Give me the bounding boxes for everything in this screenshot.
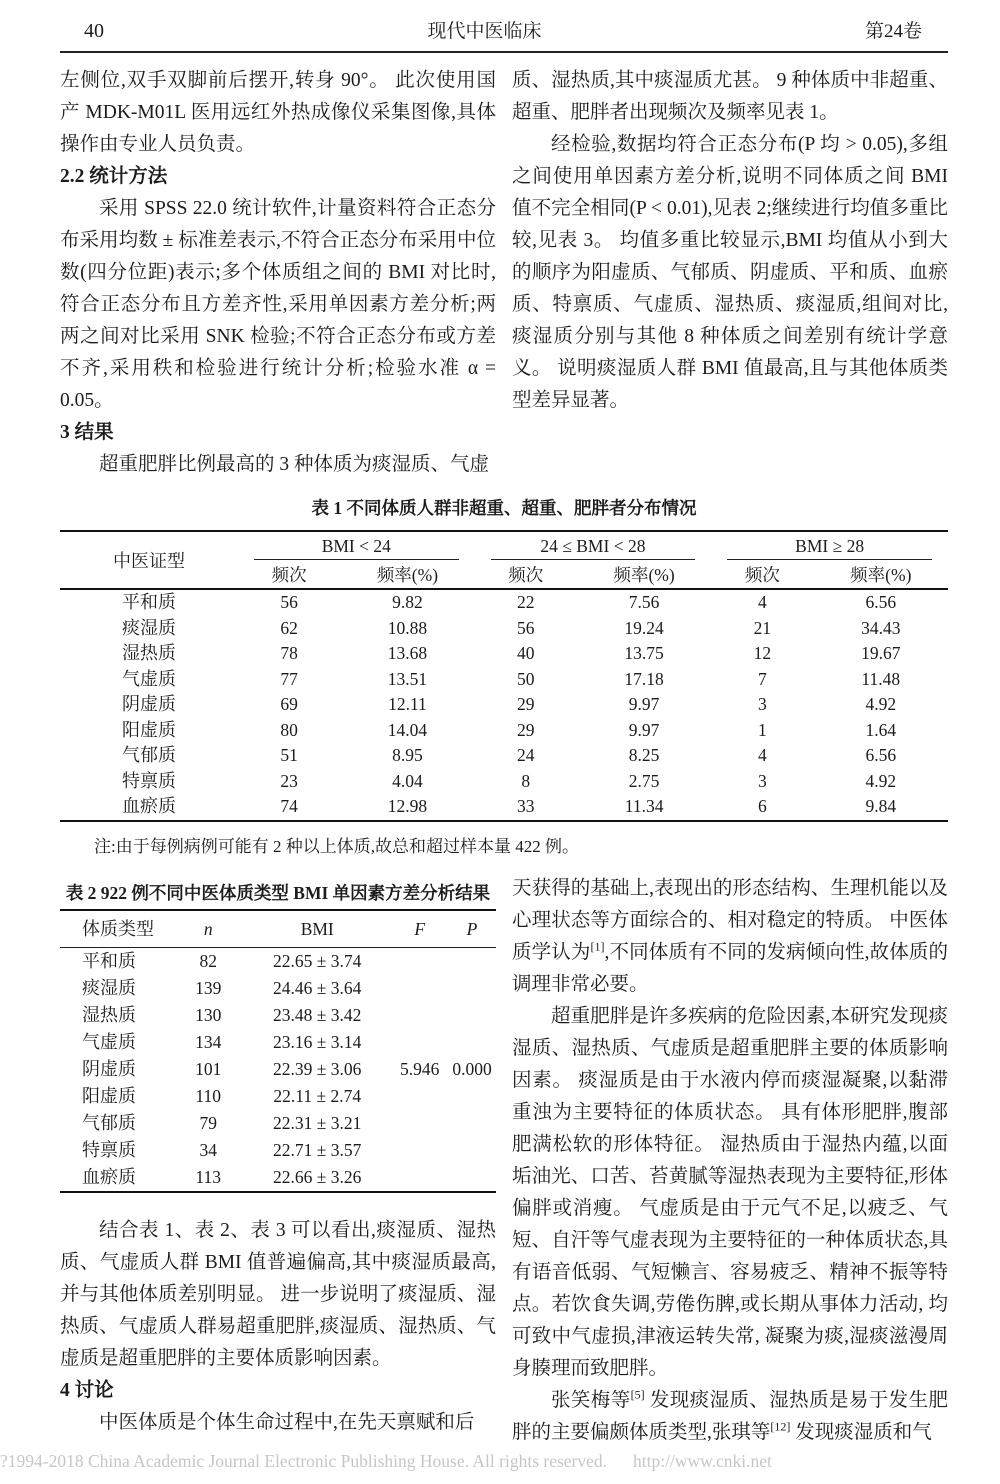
table2-header-type: 体质类型 <box>60 910 173 948</box>
body-paragraph: 中医体质是个体生命过程中,在先天禀赋和后 <box>99 1411 475 1433</box>
table2-title: 表 2 922 例不同中医体质类型 BMI 单因素方差分析结果 <box>65 882 491 903</box>
table-row: 平和质 56 9.82 22 7.56 4 6.56 <box>121 592 897 612</box>
table-row: 阴虚质 69 12.11 29 9.97 3 4.92 <box>121 694 897 714</box>
citation-superscript: [1] <box>590 939 605 953</box>
left-column-bottom <box>60 873 496 1449</box>
section-heading-2-2: 2.2 统计方法 <box>60 166 168 187</box>
table1-subheader-freq: 频次 <box>238 560 340 589</box>
table-row: 痰湿质 139 24.46 ± 3.64 <box>82 977 362 998</box>
table2-header-bmi: BMI <box>243 910 391 948</box>
lower-columns <box>60 873 948 1449</box>
citation-superscript: [12] <box>770 1419 791 1433</box>
left-bottom-text <box>60 1215 496 1439</box>
body-paragraph: 左侧位,双手双脚前后摆开,转身 90°。 此次使用国产 MDK-M01L 医用远红外热成像仪采集图像,具体操作由专业人员负责。 <box>60 70 496 155</box>
table-row: 特禀质 23 4.04 8 2.75 3 4.92 <box>121 770 897 791</box>
table1-group-bmi-ge-28: BMI ≥ 28 <box>711 531 948 560</box>
copyright-text: ?1994-2018 China Academic Journal Electronic Publishing House. All rights reserved. <box>0 1451 608 1471</box>
table-row: 气虚质 134 23.16 ± 3.14 <box>82 1031 362 1052</box>
cnki-copyright-footer <box>0 1451 900 1472</box>
body-paragraph: 采用 SPSS 22.0 统计软件,计量资料符合正态分布采用均数 ± 标准差表示,不符合正态分布采用中位数(四分位距)表示;多个体质组之间的 BMI 对比时,符合正态分布且方差齐性,采用单因素方差分析;两两之间对比采用 SNK 检验;不符合正态分布或方差不齐,采用秩和检验进行统计分析;检验水准 α = 0.05。 <box>60 198 496 411</box>
table-row: 阳虚质 110 22.11 ± 2.74 <box>82 1085 362 1106</box>
table1-section <box>60 495 948 857</box>
table-row: 湿热质 130 23.48 ± 3.42 <box>82 1004 362 1025</box>
table1 <box>60 530 948 822</box>
table-row: 平和质 82 22.65 ± 3.74 <box>82 950 362 971</box>
table2-header-p: P <box>448 910 496 948</box>
table-row: 气郁质 79 22.31 ± 3.21 <box>82 1112 362 1133</box>
table-row: 血瘀质 74 12.98 33 11.34 6 9.84 <box>121 796 897 816</box>
section-heading-4: 4 讨论 <box>60 1379 114 1401</box>
table1-group-bmi-24-28: 24 ≤ BMI < 28 <box>475 531 712 560</box>
table-row: 特禀质 34 22.71 ± 3.57 <box>82 1139 362 1160</box>
page-number: 40 <box>84 20 104 42</box>
volume-label: 第24卷 <box>864 21 922 42</box>
body-paragraph: 超重肥胖比例最高的 3 种体质为痰湿质、气虚 <box>99 454 490 475</box>
body-paragraph: 质、湿热质,其中痰湿质尤甚。 9 种体质中非超重、超重、肥胖者出现频次及频率见表 1。 <box>512 70 948 123</box>
table-row: 血瘀质 113 22.66 ± 3.26 <box>82 1166 362 1187</box>
header-rule <box>60 51 948 53</box>
table-row: 气虚质 77 13.51 50 17.18 7 11.48 <box>121 668 901 689</box>
citation-superscript: [5] <box>630 1387 645 1401</box>
table1-title: 表 1 不同体质人群非超重、超重、肥胖者分布情况 <box>311 498 697 518</box>
table-row: 痰湿质 62 10.88 56 19.24 21 34.43 <box>121 617 901 638</box>
table-row: 气郁质 51 8.95 24 8.25 4 6.56 <box>121 745 897 765</box>
section-heading-3: 3 结果 <box>60 422 114 443</box>
table1-subheader-rate: 频率(%) <box>814 560 948 589</box>
table1-subheader-freq: 频次 <box>475 560 577 589</box>
table1-subheader-freq: 频次 <box>711 560 813 589</box>
table2-header-f: F <box>391 910 448 948</box>
table2-header-n: n <box>173 910 243 948</box>
body-paragraph: 超重肥胖是许多疾病的危险因素,本研究发现痰湿质、湿热质、气虚质是超重肥胖主要的体质影响因素。 痰湿质是由于水液内停而痰湿凝聚,以黏滞重浊为主要特征的体质状态。 具有体形肥胖,腹部肥满松软的形体特征。 湿热质由于湿热内蕴,以面垢油光、口苦、苔黄腻等湿热表现为主要特征,形体偏胖或消瘦。 气虚质是由于元气不足,以疲乏、气短、自汗等气虚表现为主要特征的一种体质状态,具有语音低弱、气短懒言、容易疲乏、精神不振等特点。若饮食失调,劳倦伤脾,或长期从事体力活动, 均可致中气虚损,津液运转失常, 凝聚为痰,湿痰滋漫周身腠理而致肥胖。 <box>512 1005 948 1379</box>
running-head <box>60 16 948 43</box>
table1-group-bmi-lt-24: BMI < 24 <box>238 531 475 560</box>
table-row: 阳虚质 80 14.04 29 9.97 1 1.64 <box>121 719 897 740</box>
body-paragraph: 天获得的基础上,表现出的形态结构、生理机能以及心理状态等方面综合的、相对稳定的特质。 中医体质学认为[1],不同体质有不同的发病倾向性,故体质的调理非常必要。 <box>512 877 948 995</box>
body-paragraph: 经检验,数据均符合正态分布(P 均 > 0.05),多组之间使用单因素方差分析,说明不同体质之间 BMI 值不完全相同(P < 0.01),见表 2;继续进行均值多重比较,见表 3。 均值多重比较显示,BMI 均值从小到大的顺序为阳虚质、气郁质、阴虚质、平和质、血瘀质、特禀质、气虚质、湿热质、痰湿质,组间对比,痰湿质分别与其他 8 种体质之间差别有统计学意义。 说明痰湿质人群 BMI 值最高,且与其他体质类型差异显著。 <box>512 134 948 411</box>
right-column-bottom <box>512 873 948 1449</box>
table2 <box>60 909 496 1193</box>
cnki-url: http://www.cnki.net <box>633 1451 772 1471</box>
upper-columns <box>60 65 948 481</box>
table1-subheader-rate: 频率(%) <box>340 560 474 589</box>
table1-row-header: 中医证型 <box>60 531 238 589</box>
left-column-top <box>60 65 496 481</box>
body-paragraph: 张笑梅等[5] 发现痰湿质、湿热质是易于发生肥胖的主要偏颇体质类型,张琪等[12] 发现痰湿质和气 <box>512 1387 948 1443</box>
journal-title: 现代中医临床 <box>427 21 542 42</box>
table1-subheader-rate: 频率(%) <box>577 560 711 589</box>
right-column-top <box>512 65 948 481</box>
table-row: 湿热质 78 13.68 40 13.75 12 19.67 <box>121 643 901 663</box>
table2-section <box>60 877 496 1193</box>
table1-note: 注:由于每例病例可能有 2 种以上体质,故总和超过样本量 422 例。 <box>94 836 579 856</box>
body-paragraph: 结合表 1、表 2、表 3 可以看出,痰湿质、湿热质、气虚质人群 BMI 值普遍偏高,其中痰湿质最高,并与其他体质差别明显。 进一步说明了痰湿质、湿热质、气虚质人群易超重肥胖,痰湿质、湿热质、气虚质是超重肥胖的主要体质影响因素。 <box>60 1219 496 1369</box>
table-row: 阴虚质 101 22.39 ± 3.06 5.946 0.000 <box>82 1058 492 1079</box>
